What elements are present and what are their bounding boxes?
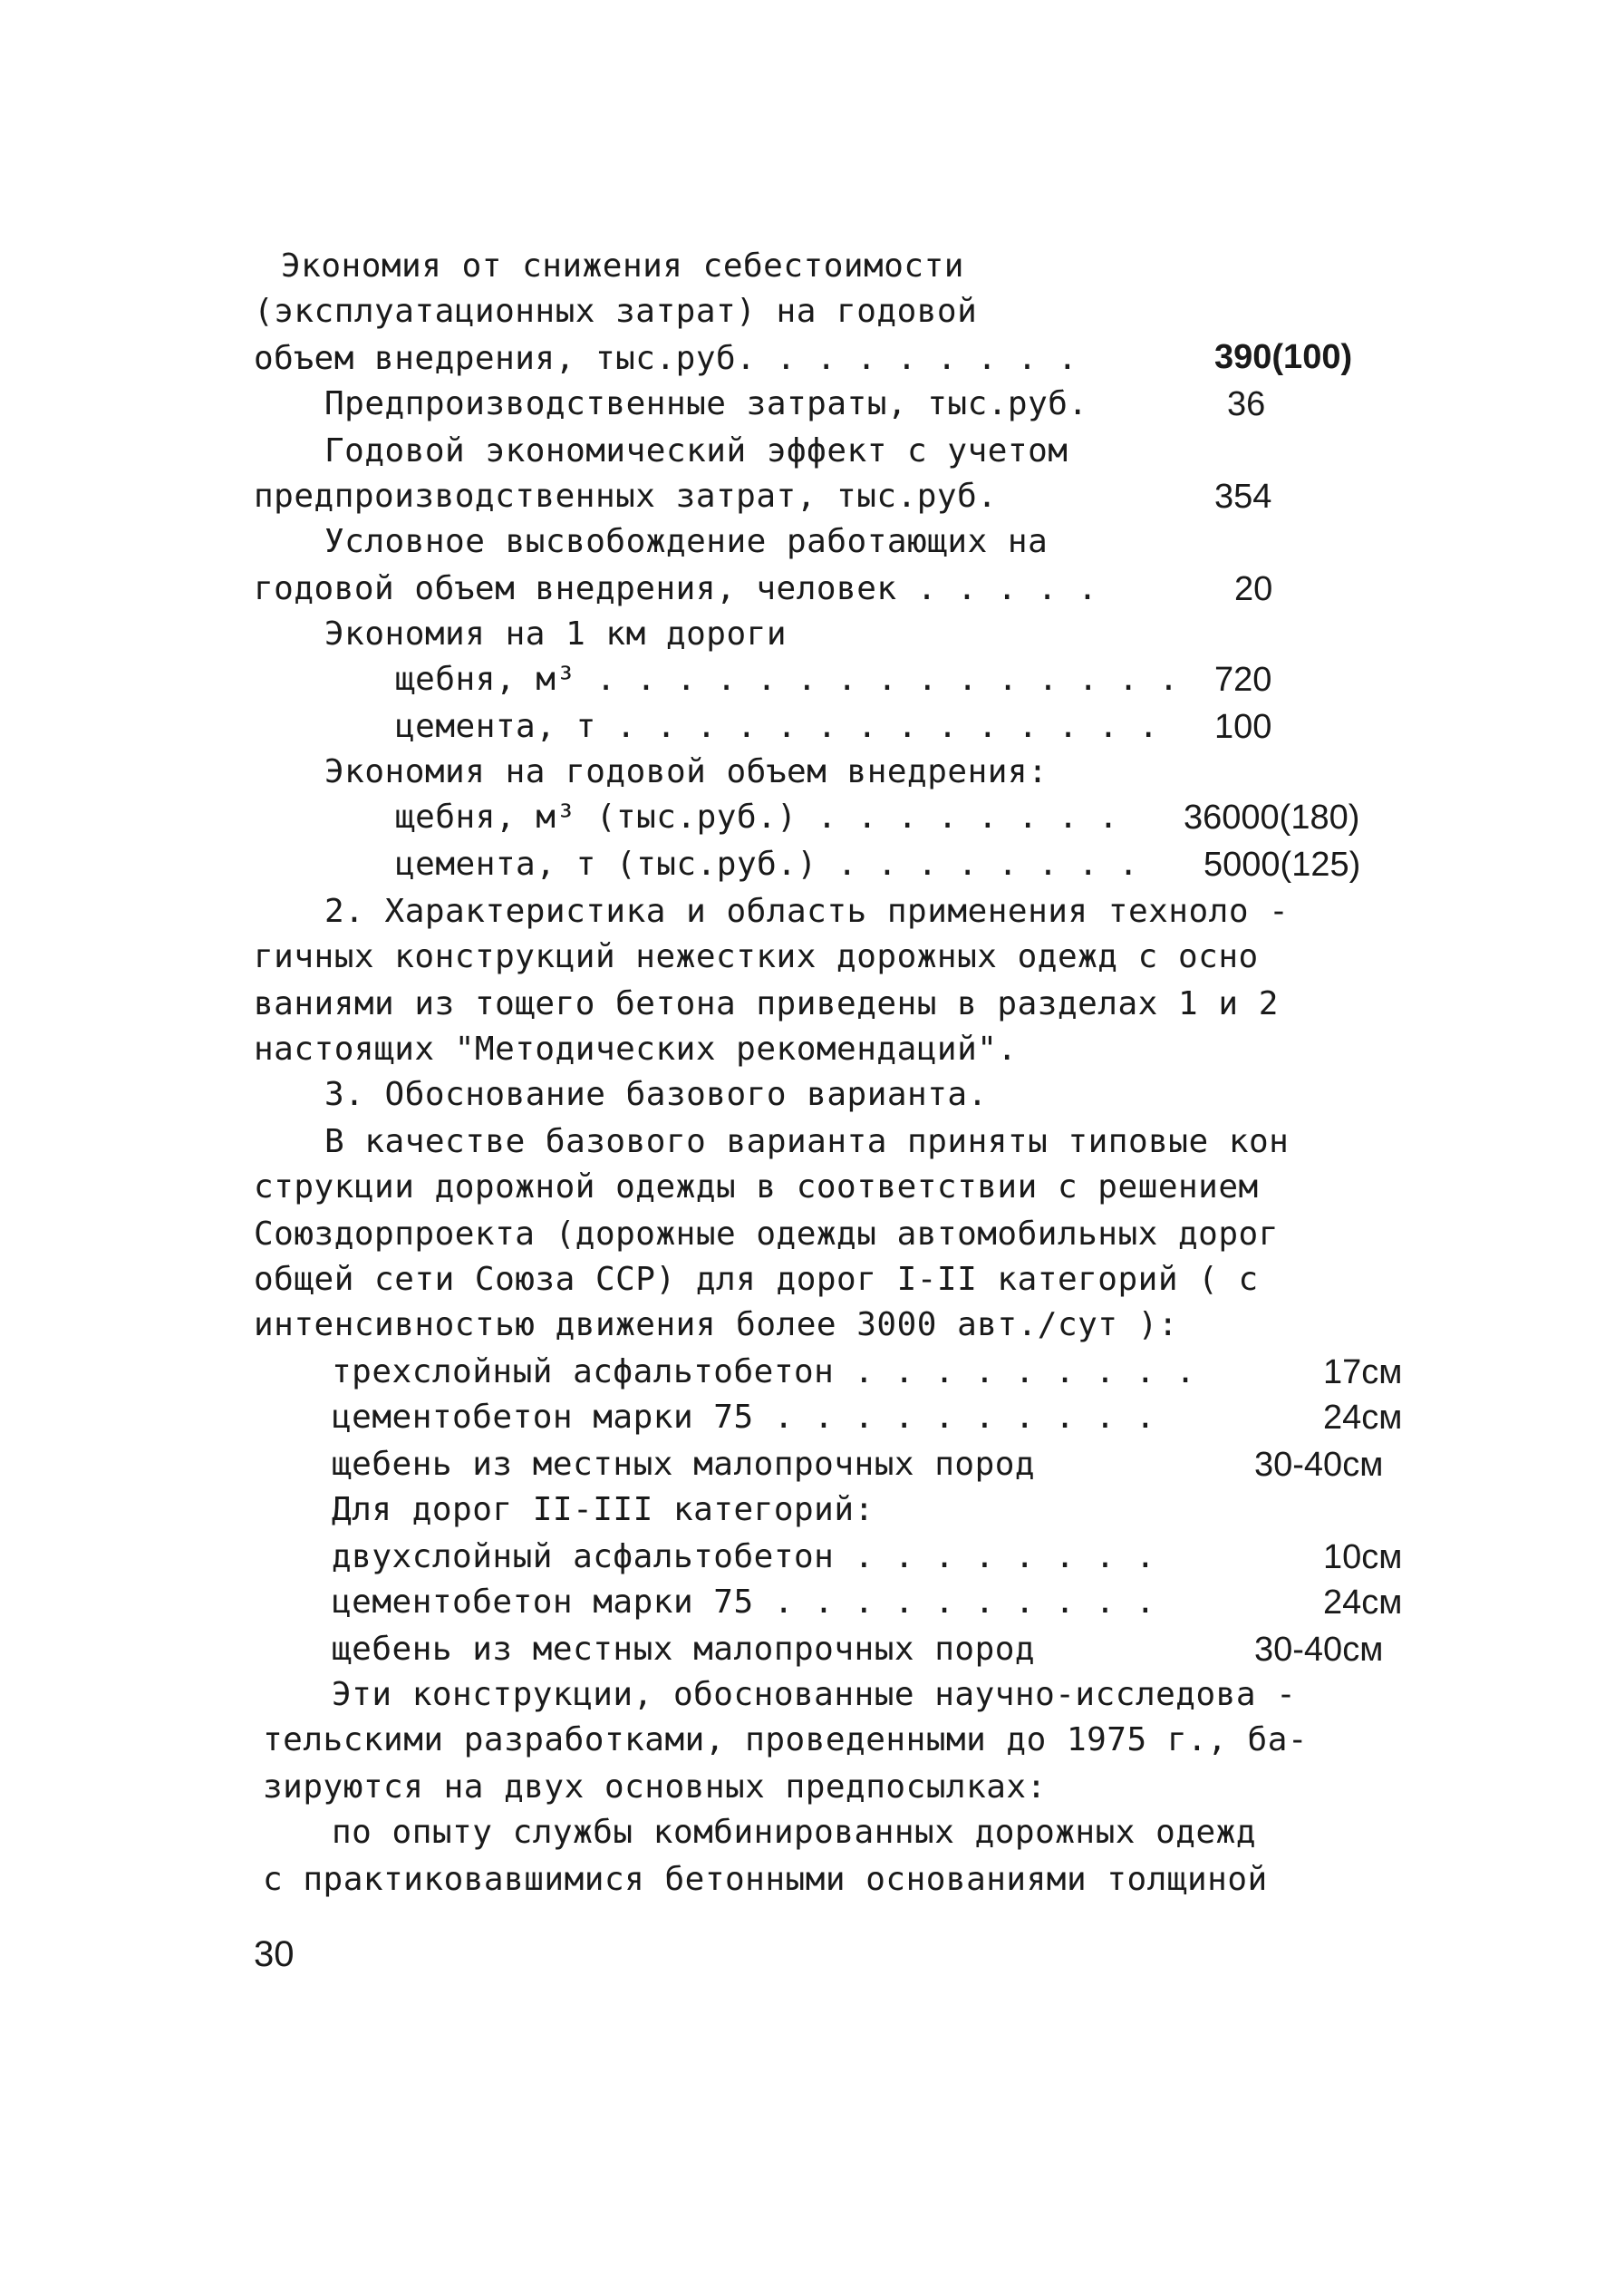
value: 17см: [1323, 1353, 1403, 1391]
text-line: Годовой экономический эффект с учетом: [324, 432, 1068, 470]
text-line: цемента, т (тыс.руб.) . . . . . . . .: [395, 846, 1139, 883]
value: 10см: [1323, 1538, 1403, 1576]
text-line: Экономия от снижения себестоимости: [281, 247, 964, 285]
text-line: В качестве базового варианта приняты типовые кон: [324, 1123, 1290, 1160]
text-line: щебня, м³ . . . . . . . . . . . . . . .: [395, 661, 1179, 698]
text-line: двухслойный асфальтобетон . . . . . . . .: [332, 1538, 1156, 1575]
text-line: щебень из местных малопрочных пород: [332, 1446, 1036, 1483]
value: 30-40см: [1254, 1446, 1384, 1484]
text-line: Эти конструкции, обоснованные научно-исследова -: [332, 1676, 1297, 1713]
text-line: цементобетон марки 75 . . . . . . . . . .: [332, 1584, 1156, 1621]
text-line: с практиковавшимися бетонными основаниями толщиной: [263, 1861, 1268, 1898]
text-line: струкции дорожной одежды в соответствии с решением: [254, 1168, 1259, 1206]
text-line: тельскими разработками, проведенными до 1975 г., ба-: [263, 1721, 1309, 1758]
text-line: трехслойный асфальтобетон . . . . . . . . .: [332, 1353, 1196, 1390]
value: 5000(125): [1204, 846, 1361, 884]
text-line: щебня, м³ (тыс.руб.) . . . . . . . .: [395, 799, 1119, 836]
value: 36: [1227, 385, 1266, 423]
text-line: Предпроизводственные затраты, тыс.руб.: [324, 385, 1088, 422]
value: 30-40см: [1254, 1631, 1384, 1669]
value: 390(100): [1214, 338, 1353, 376]
value: 100: [1214, 708, 1272, 746]
value: 36000(180): [1184, 799, 1360, 837]
text-line: интенсивностью движения более 3000 авт./сут ):: [254, 1306, 1178, 1343]
text-line: 2. Характеристика и область применения техноло -: [324, 893, 1290, 930]
text-line: объем внедрения, тыс.руб. . . . . . . . .: [254, 340, 1078, 377]
text-line: Условное высвобождение работающих на: [324, 523, 1049, 560]
text-line: гичных конструкций нежестких дорожных одежд с осно: [254, 938, 1259, 975]
value: 720: [1214, 661, 1272, 699]
text-line: общей сети Союза ССР) для дорог I-II категорий ( с: [254, 1261, 1259, 1298]
value: 24см: [1323, 1399, 1403, 1437]
text-line: предпроизводственных затрат, тыс.руб.: [254, 478, 998, 515]
page-number: 30: [254, 1934, 295, 1974]
text-line: Экономия на годовой объем внедрения:: [324, 753, 1049, 790]
text-line: цементобетон марки 75 . . . . . . . . . .: [332, 1399, 1156, 1436]
text-line: Союздорпроекта (дорожные одежды автомобильных дорог: [254, 1215, 1279, 1253]
value: 354: [1214, 478, 1272, 516]
text-line: щебень из местных малопрочных пород: [332, 1631, 1036, 1668]
text-line: по опыту службы комбинированных дорожных одежд: [332, 1814, 1256, 1851]
text-line: настоящих "Методических рекомендаций".: [254, 1031, 1018, 1068]
text-line: (эксплуатационных затрат) на годовой: [254, 293, 978, 330]
text-line: зируются на двух основных предпосылках:: [263, 1768, 1047, 1806]
value: 20: [1234, 570, 1273, 608]
text-line: Экономия на 1 км дороги: [324, 615, 787, 653]
text-line: годовой объем внедрения, человек . . . . .: [254, 570, 1098, 607]
text-line: 3. Обоснование базового варианта.: [324, 1076, 988, 1113]
text-line: ваниями из тощего бетона приведены в разделах 1 и 2: [254, 985, 1279, 1022]
text-line: цемента, т . . . . . . . . . . . . . .: [395, 708, 1159, 745]
text-line: Для дорог II-III категорий:: [332, 1491, 875, 1528]
value: 24см: [1323, 1584, 1403, 1622]
